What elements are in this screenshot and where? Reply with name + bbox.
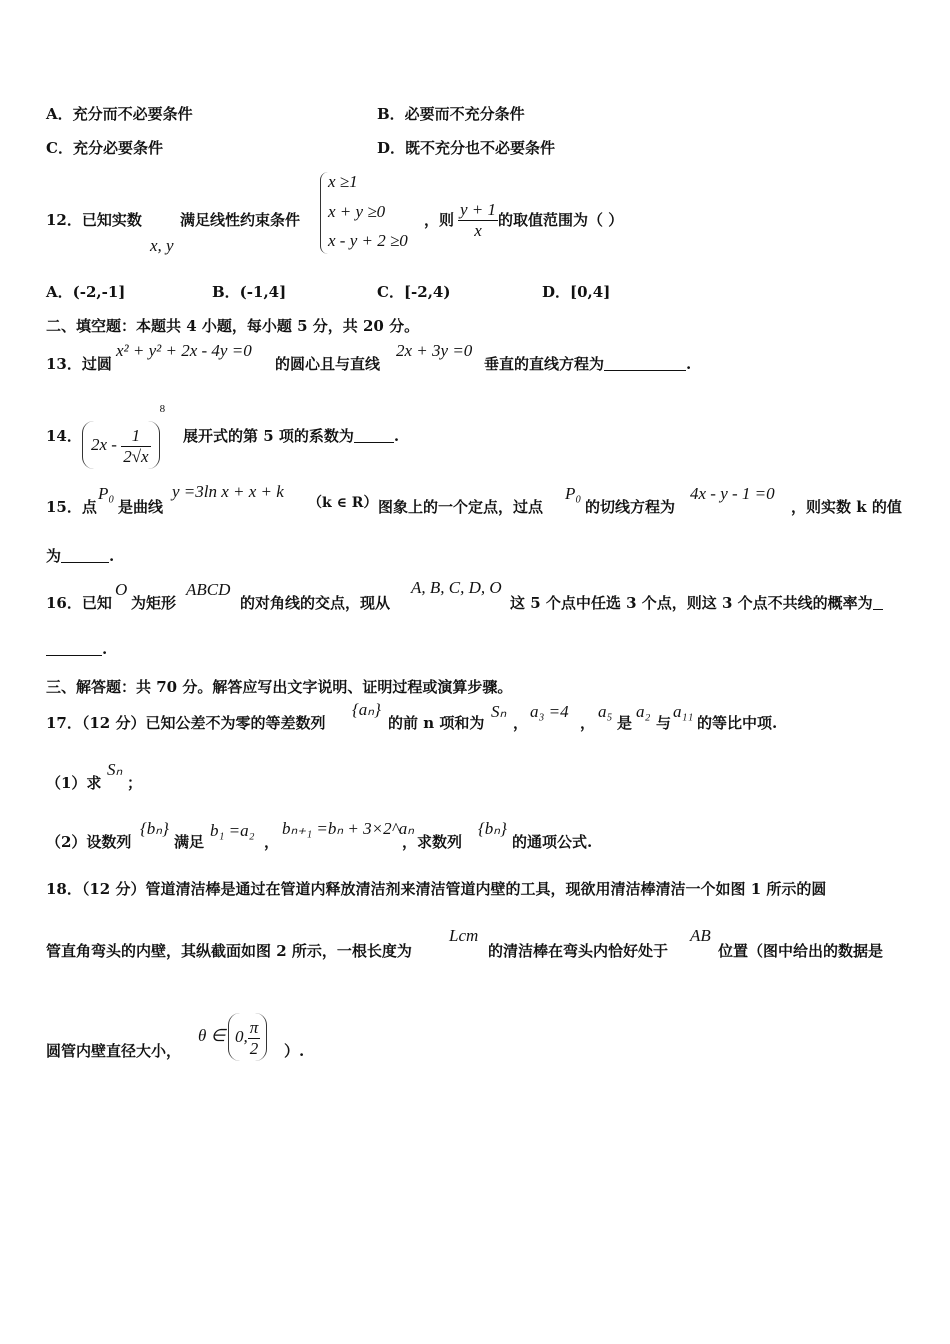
q17-text-1: 的前 n 项和为 xyxy=(388,714,485,732)
tangent-equation: 4x - y - 1 =0 xyxy=(690,484,775,503)
q17-part2: （2）设数列 xyxy=(46,833,132,851)
q12-option-d: D．[0,4] xyxy=(542,283,611,301)
point-p0-2: P₀ xyxy=(565,484,582,503)
q18-line-1: 18．（12 分）管道清洁棒是通过在管道内释放清洁剂来清洁管道内壁的工具，现欲用清洁棒清洁一个如图 1 所示的圆 xyxy=(46,880,827,898)
q13-suffix: 垂直的直线方程为 . xyxy=(484,355,692,373)
q12-option-c: C．[-2,4) xyxy=(377,283,451,301)
q12-fraction xyxy=(458,200,498,241)
q17-part2-end: 的通项公式. xyxy=(512,833,593,851)
q15-text-4: ，则实数 k 的值 xyxy=(791,498,902,516)
q13-prefix: 13．过圆 xyxy=(46,355,112,373)
position-ab: AB xyxy=(690,926,711,945)
q15-prefix: 15．点 xyxy=(46,498,97,516)
q15-line-2: 为 . xyxy=(46,547,115,565)
exponent: 8 xyxy=(159,403,166,415)
q12-middle: 满足线性约束条件 xyxy=(180,211,301,229)
q12-suffix: 的取值范围为（ ） xyxy=(498,211,624,229)
q16-text-3: 这 5 个点中任选 3 个点，则这 3 个点不共线的概率为 xyxy=(510,592,883,613)
curve-equation: y =3ln x + x + k xyxy=(172,482,284,501)
q12-vars: x, y xyxy=(150,236,174,255)
q15-text-3: 的切线方程为 xyxy=(585,498,676,516)
q18-line-2c: 位置（图中给出的数据是 xyxy=(718,942,884,960)
q18-line-2a: 管直角弯头的内壁，其纵截面如图 2 所示，一根长度为 xyxy=(46,942,412,960)
constraint-3: x - y + 2 ≥0 xyxy=(328,231,408,250)
a5-term: a₅ xyxy=(598,702,613,721)
point-o: O xyxy=(115,580,128,599)
circle-equation: x² + y² + 2x - 4y =0 xyxy=(116,341,252,360)
rectangle-abcd: ABCD xyxy=(186,580,231,599)
theta-in: θ ∈ xyxy=(198,1026,226,1045)
q16-prefix: 16．已知 xyxy=(46,594,112,612)
sequence-bn: {bₙ} xyxy=(140,819,169,838)
q12-option-a: A．(-2,-1] xyxy=(46,283,126,301)
q17-text-2: 是 xyxy=(617,714,633,732)
q16-text-2: 的对角线的交点，现从 xyxy=(240,594,391,612)
length-l: Lcm xyxy=(449,926,479,945)
answer-blank-start[interactable] xyxy=(873,595,883,610)
section-2-heading: 二、填空题：本题共 4 小题，每小题 5 分，共 20 分。 xyxy=(46,317,420,335)
answer-blank[interactable] xyxy=(46,641,102,656)
comma-2: ， xyxy=(580,714,596,732)
line-equation: 2x + 3y =0 xyxy=(396,341,473,360)
q12-then: ，则 xyxy=(424,211,455,229)
q17-text-3: 与 xyxy=(656,714,672,732)
b1-equation: b₁ =a₂ xyxy=(210,821,255,840)
sequence-an: {aₙ} xyxy=(352,700,381,719)
sum-sn: Sₙ xyxy=(491,702,507,721)
q15-text-2: 图象上的一个定点，过点 xyxy=(378,498,544,516)
a3-equation: a₃ =4 xyxy=(530,702,569,721)
q16-line-2: . xyxy=(46,640,107,658)
option-c: C．充分必要条件 xyxy=(46,139,163,157)
k-condition: （k ∈ R） xyxy=(308,495,378,511)
q17-part2-text-2: ，求数列 xyxy=(402,833,463,851)
option-d: D．既不充分也不必要条件 xyxy=(377,139,556,157)
q12-option-b: B．(-1,4] xyxy=(212,283,287,301)
q14-suffix: 展开式的第 5 项的系数为 . xyxy=(183,427,400,445)
q17-part2-text-1: 满足 xyxy=(174,833,205,851)
q17-text-4: 的等比中项. xyxy=(697,714,778,732)
fraction-denominator: x xyxy=(474,221,482,240)
point-p0: P₀ xyxy=(98,484,115,503)
sequence-bn-2: {bₙ} xyxy=(478,819,507,838)
q18-line-3a: 圆管内壁直径大小， xyxy=(46,1042,182,1060)
q16-text-1: 为矩形 xyxy=(131,594,177,612)
q17-part1-end: ； xyxy=(127,774,143,792)
binomial-expression: 2x - $\frac{1}{2√x}$ $^8$ xyxy=(82,403,165,469)
sum-sn-2: Sₙ xyxy=(107,760,123,779)
a11-term: a₁₁ xyxy=(673,702,694,721)
q13-middle: 的圆心且与直线 xyxy=(275,355,381,373)
q14-number: 14． xyxy=(46,427,82,445)
fraction-numerator: y + 1 xyxy=(460,200,497,219)
point-set: A, B, C, D, O xyxy=(411,578,502,597)
a2-term: a₂ xyxy=(636,702,651,721)
constraint-2: x + y ≥0 xyxy=(328,202,386,221)
option-b: B．必要而不充分条件 xyxy=(377,105,525,123)
comma-1: ， xyxy=(513,714,529,732)
answer-blank[interactable] xyxy=(604,356,686,371)
theta-interval: 0, $\frac{\pi}{2}$ xyxy=(228,1013,267,1061)
answer-blank[interactable] xyxy=(61,548,109,563)
q15-text-1: 是曲线 xyxy=(118,498,164,516)
recurrence-relation: bₙ₊₁ =bₙ + 3×2^aₙ xyxy=(282,819,415,838)
q12-prefix: 12．已知实数 xyxy=(46,211,142,229)
q18-line-3b: ）. xyxy=(284,1042,305,1060)
q18-line-2b: 的清洁棒在弯头内恰好处于 xyxy=(488,942,669,960)
answer-blank[interactable] xyxy=(354,428,394,443)
comma-3: ， xyxy=(264,833,280,851)
constraint-1: x ≥1 xyxy=(328,172,358,191)
q17-part1: （1）求 xyxy=(46,774,102,792)
q17-prefix: 17．（12 分）已知公差不为零的等差数列 xyxy=(46,714,326,732)
option-a: A．充分而不必要条件 xyxy=(46,105,193,123)
section-3-heading: 三、解答题：共 70 分。解答应写出文字说明、证明过程或演算步骤。 xyxy=(46,678,513,696)
